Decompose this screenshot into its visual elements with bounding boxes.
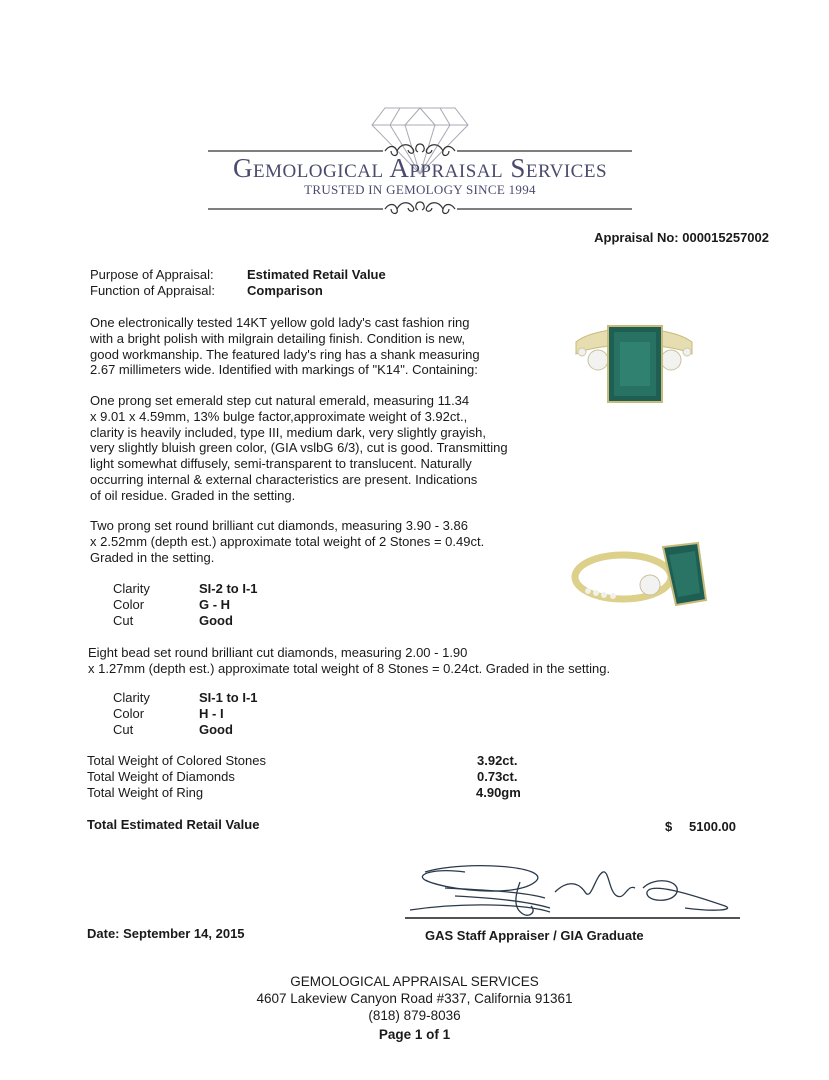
two-diamonds-grades (113, 581, 258, 629)
retail-value-amount: 5100.00 (689, 819, 736, 834)
function-label: Function of Appraisal: (90, 283, 216, 298)
retail-value-label: Total Estimated Retail Value (87, 817, 260, 832)
appraisal-number: Appraisal No: 000015257002 (594, 230, 769, 245)
grade-row: Color H - I (113, 706, 224, 721)
signature-caption: GAS Staff Appraiser / GIA Graduate (425, 928, 644, 943)
emerald-ring-side-photo (568, 525, 713, 615)
eight-diamonds-grades (113, 690, 258, 738)
grade-row: Cut Good (113, 613, 233, 628)
bottom-divider (208, 202, 632, 214)
company-logo (205, 82, 635, 222)
emerald-ring-front-photo (568, 312, 698, 412)
two-diamonds-description: Two prong set round brilliant cut diamonds, measuring 3.90 - 3.86 x 2.52mm (depth est.) approximate total weight of 2 Stones = 0.49ct. Graded in the setting. (90, 518, 485, 565)
purpose-value: Estimated Retail Value (247, 267, 386, 282)
appraisal-date: Date: September 14, 2015 (87, 926, 245, 941)
totals-table (87, 753, 547, 801)
company-name: Gemological Appraisal Services (232, 153, 608, 183)
totals-row: Total Weight of Colored Stones 3.92ct. (87, 753, 518, 768)
footer-address: 4607 Lakeview Canyon Road #337, California 91361 (256, 991, 573, 1006)
grade-row: Cut Good (113, 722, 233, 737)
purpose-label: Purpose of Appraisal: (90, 267, 214, 282)
function-value: Comparison (247, 283, 323, 298)
emerald-description: One prong set emerald step cut natural emerald, measuring 11.34 x 9.01 x 4.59mm, 13% bulge factor,approximate weight of 3.92ct., clarity is heavily included, type III, medium dark, very slightly grayish, very slightly bluish green color, (GIA vslbG 6/3), cut is good. Transmitting light somewhat diffusely, semi-transparent to translucent. Naturally occurring internal & external characteristics are present. Indications of oil residue. Graded in the setting. (90, 393, 508, 503)
retail-value-currency: $ (665, 819, 673, 834)
grade-row: Color G - H (113, 597, 231, 612)
eight-diamonds-description: Eight bead set round brilliant cut diamonds, measuring 2.00 - 1.90 x 1.27mm (depth est.) approximate total weight of 8 Stones = 0.24ct. Graded in the setting. (88, 645, 611, 676)
ring-description: One electronically tested 14KT yellow gold lady's cast fashion ring with a bright polish with milgrain detailing finish. Condition is new, good workmanship. The featured lady's ring has a shank measuring 2.67 millimeters wide. Identified with markings of "K14". Containing: (90, 315, 480, 378)
totals-row: Total Weight of Ring 4.90gm (87, 785, 521, 800)
footer-company: GEMOLOGICAL APPRAISAL SERVICES (290, 974, 539, 989)
totals-row: Total Weight of Diamonds 0.73ct. (87, 769, 518, 784)
signature-icon (405, 862, 740, 924)
grade-row: Clarity SI-2 to I-1 (113, 581, 258, 596)
page-number: Page 1 of 1 (378, 1027, 451, 1042)
footer-phone: (818) 879-8036 (368, 1008, 461, 1023)
grade-row: Clarity SI-1 to I-1 (113, 690, 258, 705)
company-tagline: TRUSTED IN GEMOLOGY SINCE 1994 (304, 182, 536, 197)
